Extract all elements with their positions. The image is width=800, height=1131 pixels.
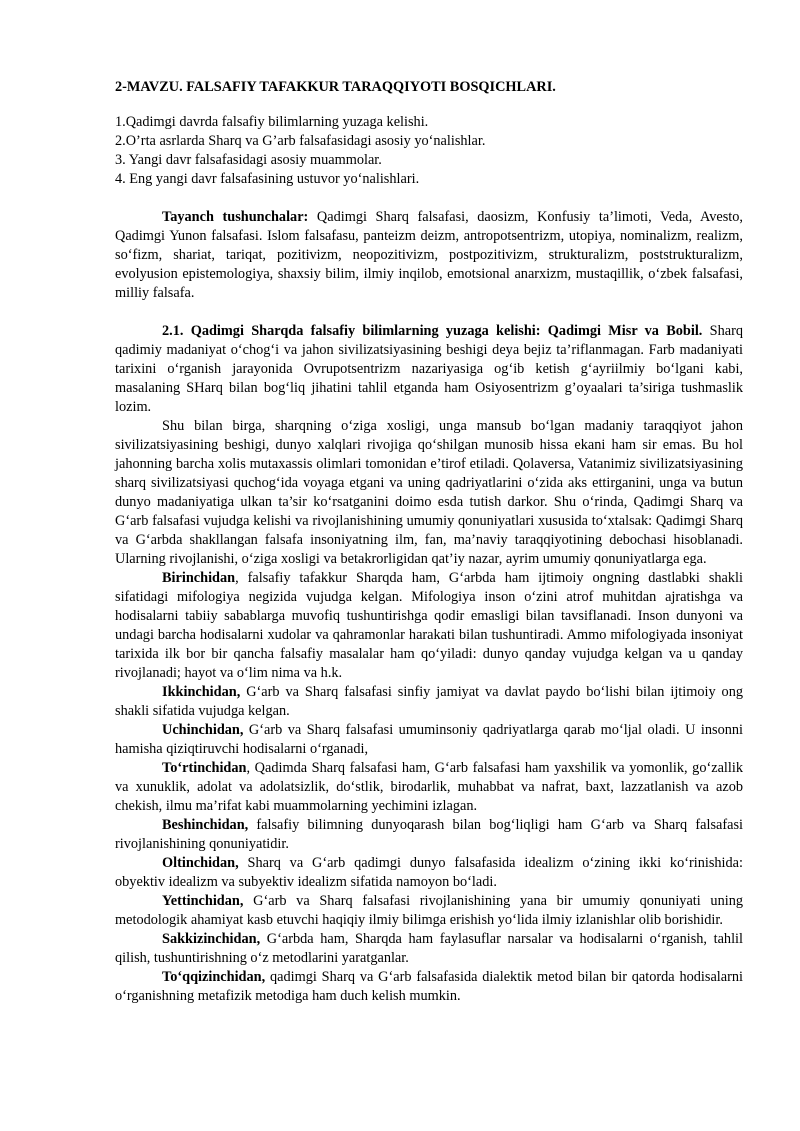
point-lead: Uchinchidan, — [162, 722, 244, 738]
point-lead: Ikkinchidan, — [162, 684, 241, 700]
plan-item: 1.Qadimgi davrda falsafiy bilimlarning yuzaga kelishi. — [115, 114, 429, 130]
point-lead: Yettinchidan, — [162, 893, 244, 909]
point-paragraph — [115, 816, 743, 854]
body-paragraph: Shu bilan birga, sharqning o‘ziga xosligi, unga mansub bo‘lgan madaniy taraqqiyot jahon sivilizatsiyasining beshigi, dunyo xalqlari rivojiga qo‘shilgan munosib hissa ekani ham sir emas. Bu hol jahonning barcha xolis mutaxassis olimlari tomonidan e’tirof etiladi. Qolaversa, Vatanimiz sivilizatsiyasining sharq sivilizatsiyasi quchog‘ida voyaga etgani va uning qadriyatlarini o‘zida aks ettirganini, unga va butun dunyo madaniyatiga ulkan ta’sir ko‘rsatganini doimo esda tutish darkor. Shu o‘rinda, Qadimgi Sharq va G‘arb falsafasi vujudga kelishi va rivojlanishining umumiy qonuniyatlari xususida to‘xtalsak: Qadimgi Sharq va G‘arbda shakllangan falsafa insoniyatning ilm, fan, ma’naviy taraqqiyotining debochasi hisoblanadi. Ularning rivojlanishi, o‘ziga xosligi va betakrorligidan qat’iy nazar, ayrim umumiy qonuniyatlarga ega. — [115, 418, 743, 567]
point-text: G‘arbda ham, Sharqda ham faylasuflar narsalar va hodisalarni o‘rganish, tahlil qilish, tushuntirishning o‘z metodlarini yaratganlar. — [115, 931, 743, 966]
point-lead: Beshinchidan, — [162, 817, 249, 833]
paragraph-gap — [115, 303, 743, 322]
point-text: G‘arb va Sharq falsafasi sinfiy jamiyat va davlat paydo bo‘lishi bilan ijtimoiy ong shakli sifatida vujudga kelgan. — [115, 684, 743, 719]
point-paragraph — [115, 968, 743, 1006]
point-paragraph — [115, 892, 743, 930]
page-title: 2-MAVZU. FALSAFIY TAFAKKUR TARAQQIYOTI BOSQICHLARI. — [115, 79, 556, 95]
point-paragraph — [115, 854, 743, 892]
point-lead: To‘qqizinchidan, — [162, 969, 266, 985]
plan-list — [115, 113, 743, 189]
point-lead: Oltinchidan, — [162, 855, 239, 871]
section-intro-text: Sharq qadimiy madaniyat o‘chog‘i va jahon sivilizatsiyasining beshigi deya bejiz ta’riflanmagan. Farb madaniyati tarixini o‘rganish jarayonida Ovrupotsentrizm nazariyasiga og‘ib ketish g‘ayriilmiy bo‘lgani kabi, masalaning SHarq bilan bog‘liq jihatini tahlil etganda ham Osiyosentrizm g’oyaalari ta’siriga tushmaslik lozim. — [115, 323, 743, 415]
key-concepts-paragraph — [115, 208, 743, 303]
plan-item: 4. Eng yangi davr falsafasining ustuvor yo‘nalishlari. — [115, 171, 420, 187]
point-paragraph — [115, 683, 743, 721]
point-paragraph — [115, 721, 743, 759]
point-lead: Birinchidan — [162, 570, 236, 586]
point-text: falsafiy bilimning dunyoqarash bilan bog‘liqligi ham G‘arb va Sharq falsafasi rivojlanishining qonuniyatidir. — [115, 817, 743, 852]
key-concepts-text: Qadimgi Sharq falsafasi, daosizm, Konfusiy ta’limoti, Veda, Avesto, Qadimgi Yunon falsafasi. Islom falsafasu, panteizm deizm, antropotsentrizm, utopiya, nominalizm, realizm, so‘fizm, shariat, tariqat, pozitivizm, neopozitivizm, postpozitivizm, strukturalizm, poststrukturalizm, evolyusion epistemologiya, shaxsiy bilim, ilmiy inqilob, emotsional anarxizm, mustaqillik, o‘zbek falsafasi, milliy falsafa. — [115, 209, 743, 301]
point-text: Sharq va G‘arb qadimgi dunyo falsafasida idealizm o‘zining ikki ko‘rinishida: obyektiv idealizm va subyektiv idealizm sifatida namoyon bo‘ladi. — [115, 855, 743, 890]
point-paragraph — [115, 759, 743, 816]
point-text: , Qadimda Sharq falsafasi ham, G‘arb falsafasi ham yaxshilik va yomonlik, go‘zallik va xunuklik, adolat va adolatsizlik, do‘stlik, birodarlik, muhabbat va nafrat, baxt, lazzatlanish va azob chekish, ilmu ma’rifat kabi muammolarning yechimini izlagan. — [115, 760, 743, 814]
document-page — [115, 78, 743, 1006]
point-text: G‘arb va Sharq falsafasi rivojlanishining yana bir umumiy qonuniyati uning metodologik ahamiyat kasb etuvchi haqiqiy ilmiy bilimga erishish yo‘lida ilmiy izlanishlar olib borishidir. — [115, 893, 743, 928]
key-concepts-lead: Tayanch tushunchalar: — [162, 209, 309, 225]
plan-item: 3. Yangi davr falsafasidagi asosiy muammolar. — [115, 152, 382, 168]
point-paragraph — [115, 930, 743, 968]
point-paragraph — [115, 569, 743, 683]
point-text: , falsafiy tafakkur Sharqda ham, G‘arbda ham ijtimoiy ongning dastlabki shakli sifatidagi mifologiya negizida vujudga kelgan. Mifologiya inson o‘zini atrof muhitdan ajratishga va hodisalarni tabiiy sabablarga muvofiq tushuntirishga qodir emasligi bilan tavsiflanadi. Inson dunyoni va undagi barcha hodisalarni xudolar va qahramonlar harakati bilan tushuntiradi. Ammo mifologiyada insoniyat tarixida ilk bor bir qancha falsafiy masalalar ham qo‘yiladi: dunyo qanday vujudga kelgan va u qanday rivojlanadi; hayot va o‘lim nima va h.k. — [115, 570, 743, 681]
point-lead: To‘rtinchidan — [162, 760, 247, 776]
section-heading-paragraph — [115, 322, 743, 417]
point-lead: Sakkizinchidan, — [162, 931, 261, 947]
plan-item: 2.O’rta asrlarda Sharq va G’arb falsafasidagi asosiy yo‘nalishlar. — [115, 133, 486, 149]
point-text: qadimgi Sharq va G‘arb falsafasida dialektik metod bilan bir qatorda hodisalarni o‘rganishning metafizik metodiga ham duch kelish mumkin. — [115, 969, 743, 1004]
point-text: G‘arb va Sharq falsafasi umuminsoniy qadriyatlarga qarab mo‘ljal oladi. U insonni hamisha qiziqtiruvchi hodisalarni o‘rganadi, — [115, 722, 743, 757]
section-heading: 2.1. Qadimgi Sharqda falsafiy bilimlarning yuzaga kelishi: Qadimgi Misr va Bobil. — [162, 323, 703, 339]
